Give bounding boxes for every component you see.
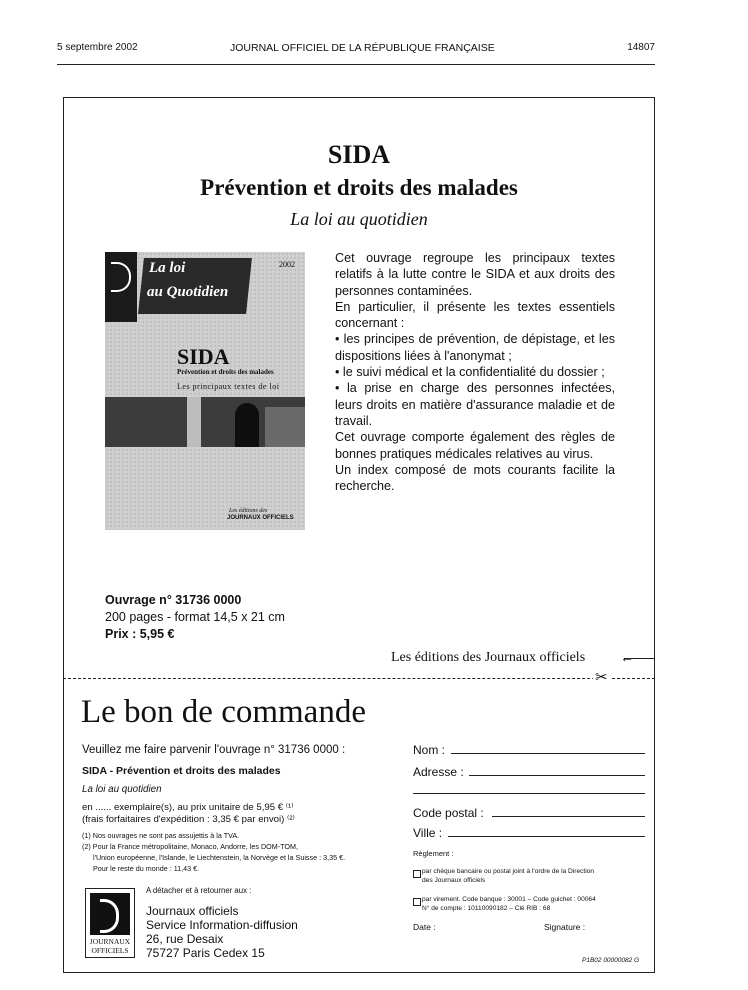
- cover-year: 2002: [279, 260, 295, 269]
- order-book-subtitle: La loi au quotidien: [82, 784, 162, 795]
- footnote-2-line2: l'Union européenne, l'Islande, le Liechtenstein, la Norvège et la Suisse : 3,35 €.: [93, 853, 346, 862]
- cover-subtitle: Prévention et droits des malades: [177, 368, 274, 376]
- transfer-checkbox[interactable]: [413, 898, 421, 906]
- ad-price: Prix : 5,95 €: [105, 627, 175, 641]
- footnote-2-line3: Pour le reste du monde : 11,43 €.: [93, 864, 200, 873]
- ad-title: SIDA: [327, 140, 391, 169]
- header-journal: JOURNAL OFFICIEL DE LA RÉPUBLIQUE FRANÇAISE: [230, 42, 495, 54]
- postal-code-field[interactable]: [492, 816, 645, 817]
- cover-title: SIDA: [177, 344, 230, 369]
- order-book-title: SIDA - Prévention et droits des malades: [82, 765, 281, 777]
- journaux-officiels-logo: [85, 888, 135, 958]
- cover-publisher-line2: JOURNAUX OFFICIELS: [227, 515, 294, 521]
- footer-code: P1B02 00000082 G: [582, 957, 640, 964]
- address-field[interactable]: [469, 775, 645, 776]
- ad-format: 200 pages - format 14,5 x 21 cm: [105, 610, 285, 624]
- address-field-line-2[interactable]: [413, 793, 645, 794]
- detach-instruction: A détacher et à retourner aux :: [146, 886, 252, 895]
- address-label: Adresse :: [413, 765, 464, 779]
- address-line-1: Journaux officiels: [146, 904, 239, 918]
- address-line-3: 26, rue Desaix: [146, 932, 224, 946]
- footnote-2-line1: (2) Pour la France métropolitaine, Monaco, Andorre, les DOM-TOM,: [82, 842, 298, 851]
- cheque-line1: par chèque bancaire ou postal joint à l'ordre de la Direction: [422, 868, 595, 875]
- cover-series-line1: La loi: [149, 260, 186, 276]
- transfer-line2: N° de compte : 10110090182 – Clé RIB : 68: [422, 905, 551, 912]
- description-index: Un index composé de mots courants facilite la recherche.: [335, 462, 615, 494]
- header-date: 5 septembre 2002: [57, 42, 138, 53]
- signature-label: Signature :: [544, 922, 586, 932]
- logo-mark: [100, 899, 119, 933]
- description-bullet-1: • les principes de prévention, de dépistage, et les dispositions liées à l'anonymat ;: [335, 332, 615, 363]
- date-label: Date :: [413, 922, 436, 932]
- cut-dashed-line: [63, 678, 655, 679]
- ad-tagline: La loi au quotidien: [290, 209, 428, 229]
- cheque-checkbox[interactable]: [413, 870, 421, 878]
- name-field[interactable]: [451, 753, 645, 754]
- cover-photo-band: [105, 397, 305, 447]
- address-line-4: 75727 Paris Cedex 15: [146, 946, 265, 960]
- city-label: Ville :: [413, 826, 443, 840]
- cover-photo-figure: [235, 403, 259, 447]
- order-request: Veuillez me faire parvenir l'ouvrage n° 31736 0000 :: [82, 744, 346, 756]
- cover-logo-mark: [111, 262, 131, 292]
- cheque-line2: des Journaux officiels: [422, 877, 486, 884]
- city-field[interactable]: [448, 836, 645, 837]
- name-label: Nom :: [413, 743, 446, 757]
- order-quantity-line[interactable]: en ...... exemplaire(s), au prix unitaire de 5,95 € ⁽¹⁾: [82, 802, 294, 813]
- header-rule: [57, 64, 655, 65]
- ad-description: [335, 250, 615, 494]
- logo-dark-block: [90, 893, 130, 935]
- description-intro: Cet ouvrage regroupe les principaux textes relatifs à la lutte contre le SIDA et aux droits des personnes contaminées.: [335, 251, 615, 298]
- ad-publisher: Les éditions des Journaux officiels: [391, 650, 586, 665]
- header-page-number: 14807: [627, 42, 655, 53]
- cover-photo-window: [187, 397, 201, 447]
- description-bullet-3: • la prise en charge des personnes infectées, leurs droits en matière d'assurance maladie et de travail.: [335, 381, 615, 428]
- address-line-2: Service Information-diffusion: [146, 918, 298, 932]
- cover-publisher-line1: Les éditions des: [229, 508, 268, 514]
- description-rules: Cet ouvrage comporte également des règles de bonnes pratiques médicales relatives au virus.: [335, 430, 615, 461]
- logo-line1: JOURNAUX: [89, 937, 131, 946]
- ad-order-number: Ouvrage n° 31736 0000: [105, 593, 242, 607]
- book-cover-image: [105, 252, 305, 530]
- payment-label: Règlement :: [413, 849, 454, 858]
- description-bullet-2: • le suivi médical et la confidentialité du dossier ;: [335, 365, 605, 380]
- ad-subtitle: Prévention et droits des malades: [200, 175, 518, 200]
- order-shipping-line: (frais forfaitaires d'expédition : 3,35 € par envoi) ⁽²⁾: [82, 814, 295, 825]
- transfer-line1: par virement. Code banque : 30001 – Code guichet : 00064: [422, 896, 596, 903]
- cover-subtitle2: Les principaux textes de loi: [177, 382, 280, 391]
- footnote-1: (1) Nos ouvrages ne sont pas assujettis à la TVA.: [82, 831, 240, 840]
- scissors-icon: ✂: [595, 669, 608, 686]
- cover-logo-block: [105, 252, 137, 322]
- arrow-left-icon: ←: [620, 649, 634, 665]
- description-lead: En particulier, il présente les textes essentiels concernant :: [335, 299, 615, 331]
- logo-line2: OFFICIELS: [91, 946, 129, 955]
- postal-code-label: Code postal :: [413, 806, 484, 820]
- order-form-title: Le bon de commande: [81, 694, 366, 730]
- cover-series-line2: au Quotidien: [147, 284, 229, 300]
- cover-photo-background: [265, 407, 305, 447]
